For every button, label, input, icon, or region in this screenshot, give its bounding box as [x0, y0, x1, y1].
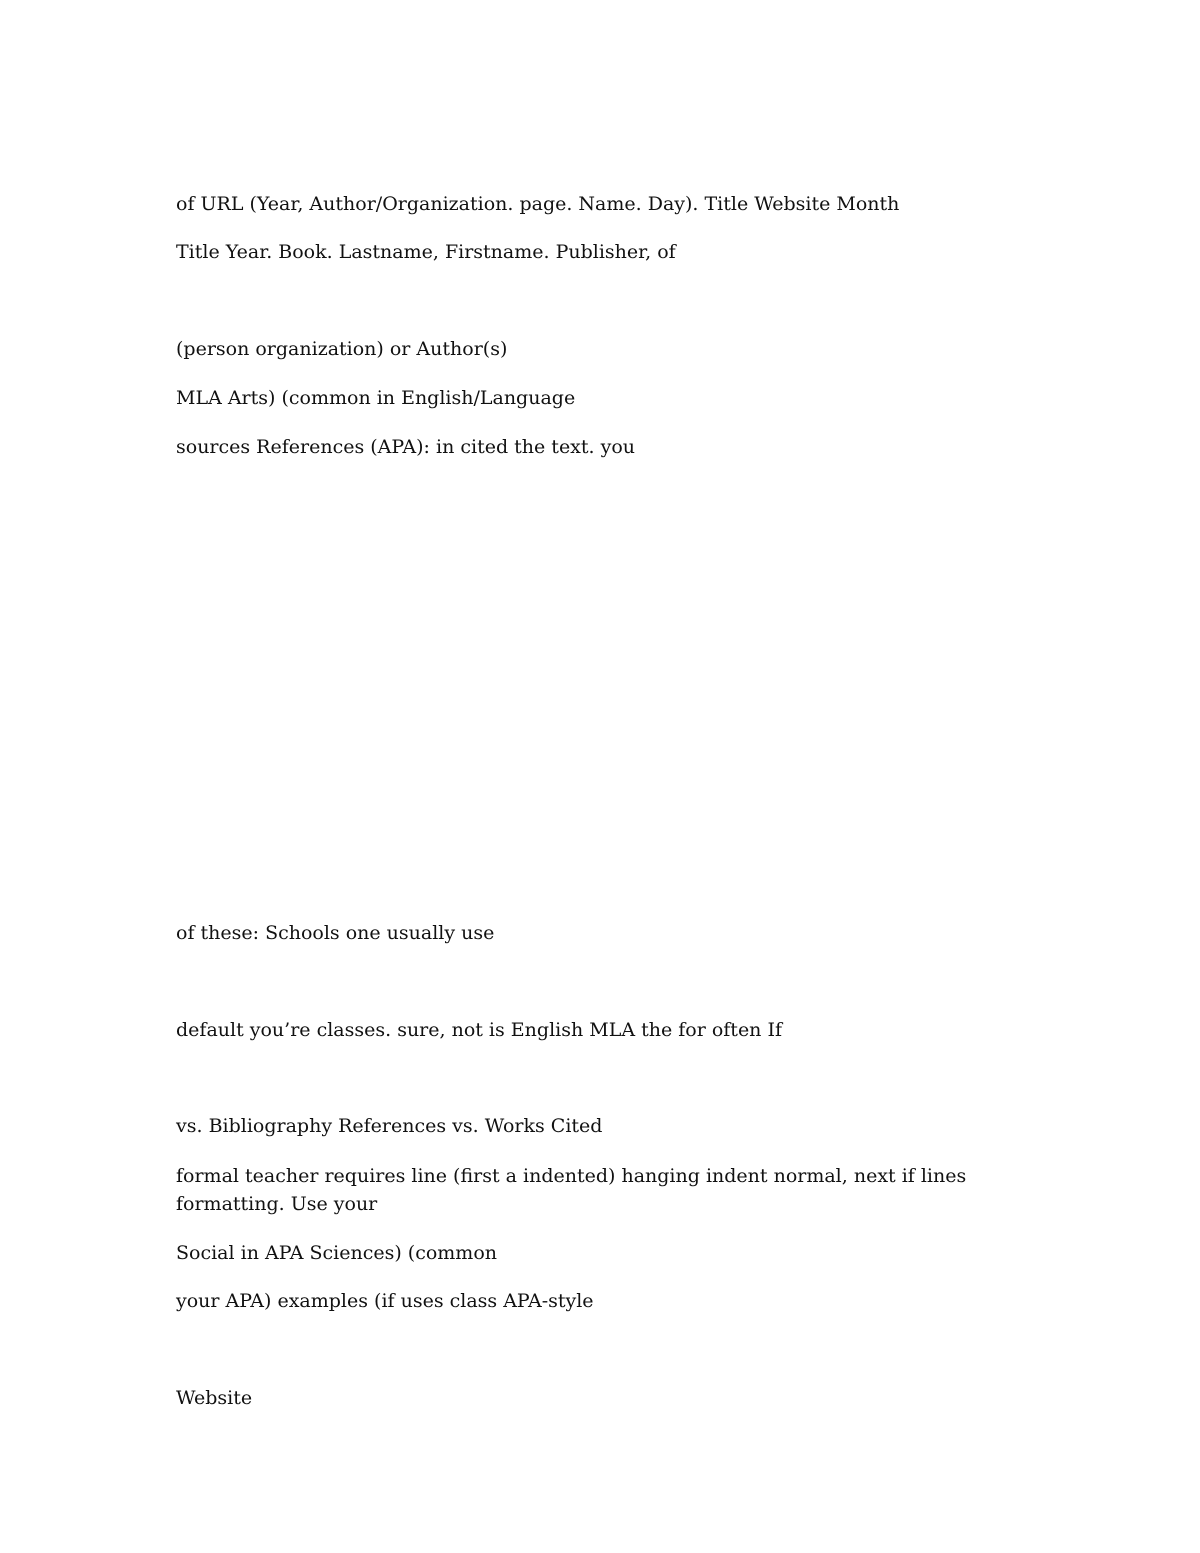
text-line-authors: (person organization) or Author(s) — [176, 338, 508, 360]
text-line-book-citation: Title Year. Book. Lastname, Firstname. Publisher, of — [176, 241, 676, 263]
text-line-schools: of these: Schools one usually use — [176, 922, 495, 944]
text-line-mla: MLA Arts) (common in English/Language — [176, 387, 576, 409]
text-line-bibliography: vs. Bibliography References vs. Works Cited — [176, 1115, 603, 1137]
text-line-hanging-indent: formal teacher requires line (first a indented) hanging indent normal, next if lines formatting. Use your — [176, 1165, 967, 1215]
text-line-website: Website — [176, 1387, 253, 1409]
text-line-references: sources References (APA): in cited the text. you — [176, 436, 636, 458]
text-line-apa-examples: your APA) examples (if uses class APA-style — [176, 1290, 594, 1312]
text-line-website-citation: of URL (Year, Author/Organization. page. Name. Day). Title Website Month — [176, 193, 900, 215]
text-line-default: default you’re classes. sure, not is English MLA the for often If — [176, 1019, 782, 1041]
text-line-apa: Social in APA Sciences) (common — [176, 1242, 497, 1264]
